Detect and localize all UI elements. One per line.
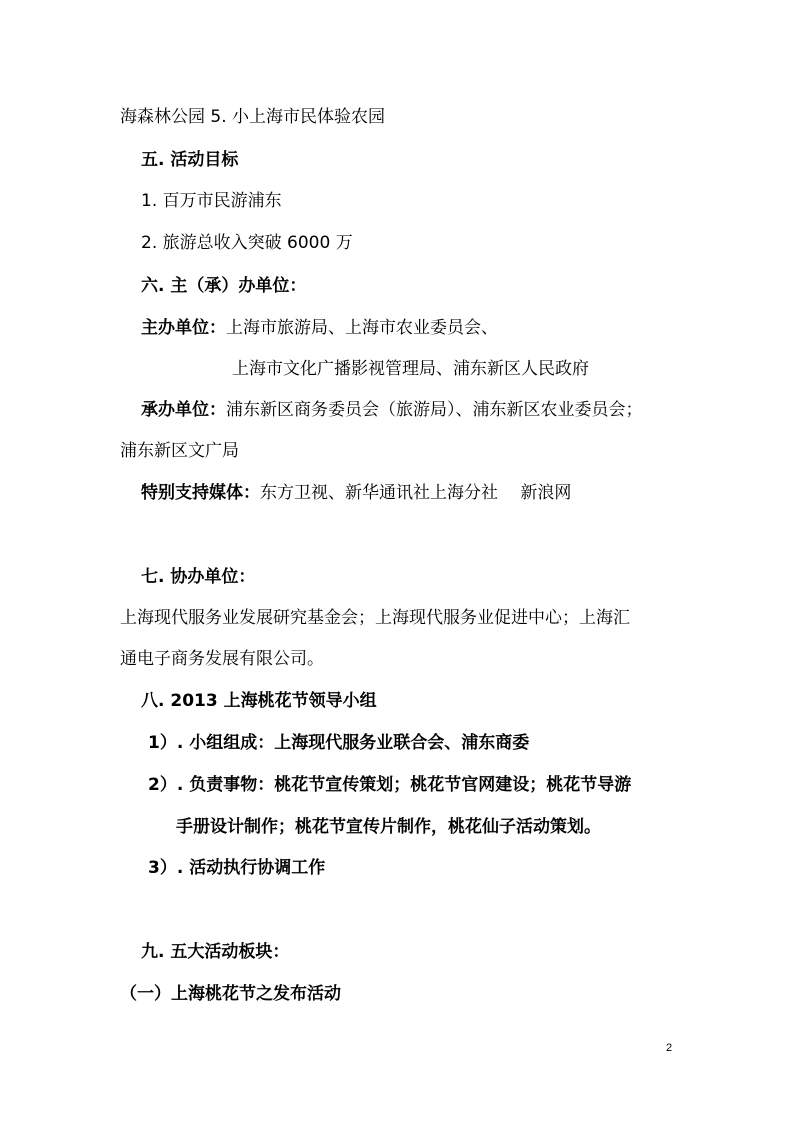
text-line: 海森林公园 5. 小上海市民体验农园 [120,107,386,127]
section-7-heading: 七. 协办单位： [141,567,256,587]
section-8-heading: 八. 2013 上海桃花节领导小组 [141,691,377,711]
host-label: 主办单位： [141,318,226,338]
section-5-heading: 五. 活动目标 [141,150,239,170]
organizer-text: 浦东新区商务委员会（旅游局）、浦东新区农业委员会； [226,400,643,420]
host-text: 上海市旅游局、上海市农业委员会、 [226,318,498,338]
section-6-heading: 六. 主（承）办单位： [141,276,307,296]
organizer-units-continued: 浦东新区文广局 [120,441,239,461]
media-text: 东方卫视、新华通讯社上海分社 新浪网 [260,483,572,503]
list-item: 1. 百万市民游浦东 [141,191,282,211]
list-item: 2. 旅游总收入突破 6000 万 [141,233,353,253]
subsection-heading: （一）上海桃花节之发布活动 [120,984,341,1004]
organizer-units-line [141,399,643,421]
page-number: 2 [666,1042,673,1054]
host-units-continued: 上海市文化广播影视管理局、浦东新区人民政府 [232,359,589,379]
host-units-line [141,317,498,339]
co-organizer-line: 上海现代服务业发展研究基金会；上海现代服务业促进中心；上海汇 [120,608,630,628]
list-item-continued: 手册设计制作；桃花节宣传片制作，桃花仙子活动策划。 [176,817,601,837]
list-item: 3）. 活动执行协调工作 [148,858,326,878]
organizer-label: 承办单位： [141,400,226,420]
co-organizer-line: 通电子商务发展有限公司。 [120,649,324,669]
media-line [141,482,571,504]
list-item: 1）. 小组组成：上海现代服务业联合会、浦东商委 [148,733,530,753]
media-label: 特别支持媒体： [141,483,260,503]
section-9-heading: 九. 五大活动板块： [141,942,290,962]
list-item: 2）. 负责事物：桃花节宣传策划；桃花节官网建设；桃花节导游 [148,775,632,795]
